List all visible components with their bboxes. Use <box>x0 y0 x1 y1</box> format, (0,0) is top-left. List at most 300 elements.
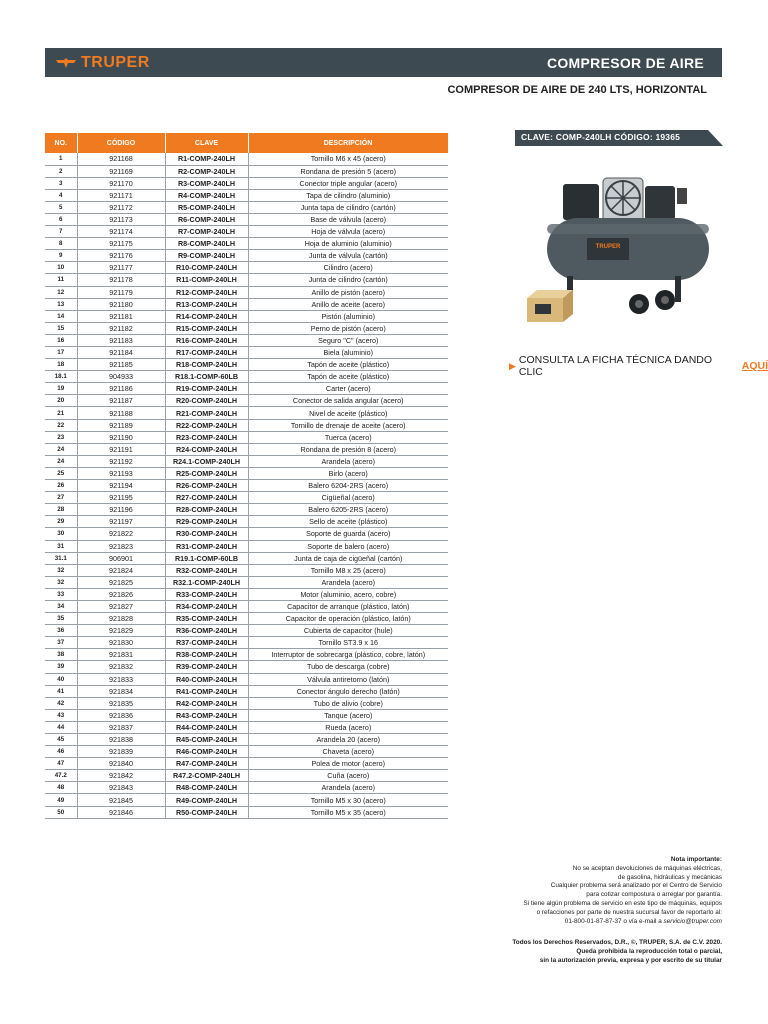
row-clave: R23-COMP-240LH <box>165 431 248 443</box>
row-no: 13 <box>45 298 77 310</box>
row-clave: R25-COMP-240LH <box>165 467 248 479</box>
copyright-notice <box>392 939 722 965</box>
row-no: 41 <box>45 685 77 697</box>
row-descripcion: Base de válvula (acero) <box>248 213 448 225</box>
header-codigo: CÓDIGO <box>77 133 165 153</box>
row-descripcion: Tornillo M6 x 45 (acero) <box>248 153 448 165</box>
row-codigo: 921827 <box>77 600 165 612</box>
row-no: 28 <box>45 504 77 516</box>
row-codigo: 921178 <box>77 274 165 286</box>
row-no: 26 <box>45 480 77 492</box>
row-clave: R32.1-COMP-240LH <box>165 576 248 588</box>
row-descripcion: Conector de salida angular (acero) <box>248 395 448 407</box>
truper-logo <box>55 54 150 72</box>
row-codigo: 921185 <box>77 359 165 371</box>
row-clave: R43-COMP-240LH <box>165 709 248 721</box>
row-clave: R5-COMP-240LH <box>165 201 248 213</box>
row-no: 25 <box>45 467 77 479</box>
row-clave: R44-COMP-240LH <box>165 721 248 733</box>
row-descripcion: Balero 6205-2RS (acero) <box>248 504 448 516</box>
table-header-row <box>45 133 448 153</box>
parts-table <box>45 133 449 819</box>
row-descripcion: Junta de válvula (cartón) <box>248 250 448 262</box>
row-no: 44 <box>45 721 77 733</box>
row-no: 48 <box>45 782 77 794</box>
header-descripcion: DESCRIPCIÓN <box>248 133 448 153</box>
row-no: 18.1 <box>45 371 77 383</box>
row-descripcion: Tornillo ST3.9 x 16 <box>248 637 448 649</box>
row-codigo: 921184 <box>77 347 165 359</box>
row-descripcion: Conector ángulo derecho (latón) <box>248 685 448 697</box>
table-row <box>45 661 448 673</box>
row-no: 46 <box>45 746 77 758</box>
row-clave: R26-COMP-240LH <box>165 480 248 492</box>
header-bar <box>45 48 722 77</box>
row-codigo: 921195 <box>77 492 165 504</box>
table-row <box>45 734 448 746</box>
row-no: 40 <box>45 673 77 685</box>
row-descripcion: Tapón de aceite (plástico) <box>248 371 448 383</box>
table-row <box>45 697 448 709</box>
table-row <box>45 794 448 806</box>
row-no: 7 <box>45 226 77 238</box>
row-clave: R2-COMP-240LH <box>165 165 248 177</box>
row-no: 4 <box>45 189 77 201</box>
row-clave: R40-COMP-240LH <box>165 673 248 685</box>
row-codigo: 921186 <box>77 383 165 395</box>
table-row <box>45 588 448 600</box>
row-clave: R13-COMP-240LH <box>165 298 248 310</box>
consulta-text: CONSULTA LA FICHA TÉCNICA DANDO CLIC <box>518 354 713 378</box>
table-row <box>45 806 448 818</box>
row-descripcion: Tornillo M8 x 25 (acero) <box>248 564 448 576</box>
row-no: 17 <box>45 347 77 359</box>
brand-name: TRUPER <box>81 53 150 71</box>
row-no: 43 <box>45 709 77 721</box>
row-clave: R39-COMP-240LH <box>165 661 248 673</box>
table-row <box>45 226 448 238</box>
row-no: 16 <box>45 334 77 346</box>
table-row <box>45 431 448 443</box>
row-clave: R18-COMP-240LH <box>165 359 248 371</box>
table-row <box>45 310 448 322</box>
row-clave: R27-COMP-240LH <box>165 492 248 504</box>
table-row <box>45 600 448 612</box>
table-row <box>45 383 448 395</box>
row-clave: R42-COMP-240LH <box>165 697 248 709</box>
row-clave: R47-COMP-240LH <box>165 758 248 770</box>
row-codigo: 921845 <box>77 794 165 806</box>
row-no: 34 <box>45 600 77 612</box>
table-row <box>45 177 448 189</box>
row-no: 12 <box>45 286 77 298</box>
row-descripcion: Junta de cilindro (cartón) <box>248 274 448 286</box>
row-codigo: 921828 <box>77 613 165 625</box>
table-row <box>45 298 448 310</box>
row-descripcion: Arandela (acero) <box>248 455 448 467</box>
row-clave: R24-COMP-240LH <box>165 443 248 455</box>
row-codigo: 921825 <box>77 576 165 588</box>
row-descripcion: Rueda (acero) <box>248 721 448 733</box>
row-no: 36 <box>45 625 77 637</box>
row-codigo: 921169 <box>77 165 165 177</box>
row-no: 10 <box>45 262 77 274</box>
row-clave: R11-COMP-240LH <box>165 274 248 286</box>
row-codigo: 921196 <box>77 504 165 516</box>
row-codigo: 921187 <box>77 395 165 407</box>
row-codigo: 921835 <box>77 697 165 709</box>
table-row <box>45 528 448 540</box>
row-no: 42 <box>45 697 77 709</box>
row-descripcion: Cuña (acero) <box>248 770 448 782</box>
table-row <box>45 613 448 625</box>
row-descripcion: Interruptor de sobrecarga (plástico, cobre, latón) <box>248 649 448 661</box>
table-row <box>45 201 448 213</box>
table-row <box>45 770 448 782</box>
row-codigo: 921174 <box>77 226 165 238</box>
row-clave: R3-COMP-240LH <box>165 177 248 189</box>
table-row <box>45 347 448 359</box>
row-clave: R32-COMP-240LH <box>165 564 248 576</box>
row-clave: R37-COMP-240LH <box>165 637 248 649</box>
row-descripcion: Arandela (acero) <box>248 782 448 794</box>
table-row <box>45 540 448 552</box>
row-descripcion: Carter (acero) <box>248 383 448 395</box>
row-codigo: 921189 <box>77 419 165 431</box>
note-line: Si tiene algún problema de servicio en este tipo de máquinas, equipos <box>523 899 722 907</box>
row-no: 27 <box>45 492 77 504</box>
row-descripcion: Rondana de presión 8 (acero) <box>248 443 448 455</box>
row-clave: R19.1-COMP-60LB <box>165 552 248 564</box>
table-row <box>45 758 448 770</box>
row-no: 31.1 <box>45 552 77 564</box>
note-contact-line <box>392 918 722 927</box>
table-row <box>45 516 448 528</box>
row-no: 24 <box>45 443 77 455</box>
row-no: 39 <box>45 661 77 673</box>
row-codigo: 921181 <box>77 310 165 322</box>
header-clave: CLAVE <box>165 133 248 153</box>
row-descripcion: Junta tapa de cilindro (cartón) <box>248 201 448 213</box>
row-no: 21 <box>45 407 77 419</box>
row-clave: R29-COMP-240LH <box>165 516 248 528</box>
row-clave: R20-COMP-240LH <box>165 395 248 407</box>
row-no: 47 <box>45 758 77 770</box>
table-row <box>45 782 448 794</box>
row-clave: R19-COMP-240LH <box>165 383 248 395</box>
row-clave: R24.1-COMP-240LH <box>165 455 248 467</box>
row-clave: R8-COMP-240LH <box>165 238 248 250</box>
row-codigo: 921829 <box>77 625 165 637</box>
row-no: 32 <box>45 564 77 576</box>
copyright-line: Todos los Derechos Reservados, D.R., ©, TRUPER, S.A. de C.V. 2020. <box>512 939 722 946</box>
row-descripcion: Nivel de aceite (plástico) <box>248 407 448 419</box>
row-codigo: 921842 <box>77 770 165 782</box>
important-note <box>392 856 722 926</box>
row-no: 18 <box>45 359 77 371</box>
row-descripcion: Polea de motor (acero) <box>248 758 448 770</box>
row-descripcion: Soporte de balero (acero) <box>248 540 448 552</box>
row-codigo: 921834 <box>77 685 165 697</box>
row-no: 5 <box>45 201 77 213</box>
clave-tag-text: CLAVE: COMP-240LH CÓDIGO: 19365 <box>521 132 681 142</box>
row-descripcion: Anillo de pistón (acero) <box>248 286 448 298</box>
row-descripcion: Tornillo de drenaje de aceite (acero) <box>248 419 448 431</box>
row-no: 6 <box>45 213 77 225</box>
row-clave: R16-COMP-240LH <box>165 334 248 346</box>
tank-brand-label: TRUPER <box>595 244 621 250</box>
arrow-right-icon: ▶ <box>509 360 516 371</box>
row-clave: R18.1-COMP-60LB <box>165 371 248 383</box>
row-no: 30 <box>45 528 77 540</box>
row-clave: R17-COMP-240LH <box>165 347 248 359</box>
row-descripcion: Perno de pistón (acero) <box>248 322 448 334</box>
row-clave: R28-COMP-240LH <box>165 504 248 516</box>
row-no: 2 <box>45 165 77 177</box>
row-no: 3 <box>45 177 77 189</box>
row-descripcion: Tubo de descarga (cobre) <box>248 661 448 673</box>
row-descripcion: Cigüeñal (acero) <box>248 492 448 504</box>
row-descripcion: Tapa de cilindro (aluminio) <box>248 189 448 201</box>
table-row <box>45 637 448 649</box>
row-no: 20 <box>45 395 77 407</box>
table-row <box>45 213 448 225</box>
row-descripcion: Capacitor de operación (plástico, latón) <box>248 613 448 625</box>
row-clave: R38-COMP-240LH <box>165 649 248 661</box>
row-codigo: 921179 <box>77 286 165 298</box>
row-clave: R46-COMP-240LH <box>165 746 248 758</box>
row-codigo: 921833 <box>77 673 165 685</box>
row-clave: R15-COMP-240LH <box>165 322 248 334</box>
copyright-line: Queda prohibida la reproducción total o parcial, <box>576 947 722 955</box>
row-descripcion: Tuerca (acero) <box>248 431 448 443</box>
table-row <box>45 685 448 697</box>
row-descripcion: Balero 6204-2RS (acero) <box>248 480 448 492</box>
row-descripcion: Soporte de guarda (acero) <box>248 528 448 540</box>
row-no: 50 <box>45 806 77 818</box>
row-descripcion: Motor (aluminio, acero, cobre) <box>248 588 448 600</box>
row-clave: R45-COMP-240LH <box>165 734 248 746</box>
row-clave: R36-COMP-240LH <box>165 625 248 637</box>
row-descripcion: Seguro "C" (acero) <box>248 334 448 346</box>
row-codigo: 921182 <box>77 322 165 334</box>
ficha-tecnica-link[interactable] <box>509 354 768 378</box>
row-codigo: 921837 <box>77 721 165 733</box>
table-row <box>45 274 448 286</box>
table-row <box>45 334 448 346</box>
row-no: 1 <box>45 153 77 165</box>
row-descripcion: Capacitor de arranque (plástico, latón) <box>248 600 448 612</box>
note-line: para cotizar compostura o arreglar por garantía. <box>586 891 722 899</box>
row-no: 31 <box>45 540 77 552</box>
row-clave: R50-COMP-240LH <box>165 806 248 818</box>
row-codigo: 921191 <box>77 443 165 455</box>
table-row <box>45 262 448 274</box>
row-codigo: 921168 <box>77 153 165 165</box>
row-codigo: 921194 <box>77 480 165 492</box>
row-clave: R49-COMP-240LH <box>165 794 248 806</box>
row-codigo: 921180 <box>77 298 165 310</box>
row-no: 32 <box>45 576 77 588</box>
row-codigo: 921173 <box>77 213 165 225</box>
row-no: 45 <box>45 734 77 746</box>
row-descripcion: Anillo de aceite (acero) <box>248 298 448 310</box>
table-row <box>45 250 448 262</box>
row-codigo: 921171 <box>77 189 165 201</box>
table-row <box>45 746 448 758</box>
row-no: 29 <box>45 516 77 528</box>
row-codigo: 921188 <box>77 407 165 419</box>
row-codigo: 921840 <box>77 758 165 770</box>
row-descripcion: Birlo (acero) <box>248 467 448 479</box>
row-clave: R34-COMP-240LH <box>165 600 248 612</box>
row-codigo: 921839 <box>77 746 165 758</box>
row-codigo: 921192 <box>77 455 165 467</box>
table-row <box>45 504 448 516</box>
row-descripcion: Sello de aceite (plástico) <box>248 516 448 528</box>
service-email-link[interactable]: servicio@truper.com <box>663 917 722 925</box>
product-panel <box>515 130 723 340</box>
table-row <box>45 564 448 576</box>
row-descripcion: Arandela 20 (acero) <box>248 734 448 746</box>
row-codigo: 921176 <box>77 250 165 262</box>
row-codigo: 921177 <box>77 262 165 274</box>
table-row <box>45 165 448 177</box>
row-clave: R10-COMP-240LH <box>165 262 248 274</box>
note-title: Nota importante: <box>670 856 722 863</box>
compressor-image <box>527 152 719 341</box>
row-clave: R21-COMP-240LH <box>165 407 248 419</box>
row-descripcion: Chaveta (acero) <box>248 746 448 758</box>
clave-tag <box>515 130 723 146</box>
row-clave: R22-COMP-240LH <box>165 419 248 431</box>
table-row <box>45 709 448 721</box>
table-row <box>45 395 448 407</box>
row-no: 22 <box>45 419 77 431</box>
table-row <box>45 576 448 588</box>
row-no: 35 <box>45 613 77 625</box>
row-descripcion: Hoja de aluminio (aluminio) <box>248 238 448 250</box>
note-line: No se aceptan devoluciones de máquinas eléctricas, <box>572 864 722 872</box>
table-row <box>45 467 448 479</box>
row-no: 47.2 <box>45 770 77 782</box>
row-codigo: 921824 <box>77 564 165 576</box>
row-no: 15 <box>45 322 77 334</box>
table-row <box>45 407 448 419</box>
row-codigo: 921838 <box>77 734 165 746</box>
row-codigo: 921846 <box>77 806 165 818</box>
row-codigo: 921197 <box>77 516 165 528</box>
row-codigo: 921190 <box>77 431 165 443</box>
row-descripcion: Arandela (acero) <box>248 576 448 588</box>
row-no: 49 <box>45 794 77 806</box>
row-clave: R14-COMP-240LH <box>165 310 248 322</box>
row-codigo: 921836 <box>77 709 165 721</box>
row-descripcion: Tornillo M5 x 30 (acero) <box>248 794 448 806</box>
table-row <box>45 189 448 201</box>
row-descripcion: Tubo de alivio (cobre) <box>248 697 448 709</box>
row-descripcion: Rondana de presión 5 (acero) <box>248 165 448 177</box>
row-codigo: 921830 <box>77 637 165 649</box>
row-codigo: 904933 <box>77 371 165 383</box>
row-codigo: 921172 <box>77 201 165 213</box>
table-row <box>45 443 448 455</box>
table-row <box>45 552 448 564</box>
table-row <box>45 286 448 298</box>
row-no: 8 <box>45 238 77 250</box>
row-descripcion: Cubierta de capacitor (hule) <box>248 625 448 637</box>
row-codigo: 921832 <box>77 661 165 673</box>
table-row <box>45 153 448 165</box>
table-row <box>45 359 448 371</box>
row-codigo: 921193 <box>77 467 165 479</box>
row-descripcion: Hoja de válvula (acero) <box>248 226 448 238</box>
row-descripcion: Junta de caja de cigüeñal (cartón) <box>248 552 448 564</box>
row-no: 37 <box>45 637 77 649</box>
row-clave: R48-COMP-240LH <box>165 782 248 794</box>
note-line: Cualquier problema será analizado por el Centro de Servicio <box>550 882 722 890</box>
table-row <box>45 480 448 492</box>
row-clave: R47.2-COMP-240LH <box>165 770 248 782</box>
table-row <box>45 721 448 733</box>
row-clave: R12-COMP-240LH <box>165 286 248 298</box>
row-descripcion: Cilindro (acero) <box>248 262 448 274</box>
row-no: 33 <box>45 588 77 600</box>
row-codigo: 921826 <box>77 588 165 600</box>
row-descripcion: Conector triple angular (acero) <box>248 177 448 189</box>
row-codigo: 921831 <box>77 649 165 661</box>
row-no: 38 <box>45 649 77 661</box>
row-clave: R33-COMP-240LH <box>165 588 248 600</box>
note-line: de gasolina, hidráulicas y mecánicas <box>617 873 722 881</box>
row-descripcion: Tanque (acero) <box>248 709 448 721</box>
row-no: 23 <box>45 431 77 443</box>
table-row <box>45 419 448 431</box>
row-no: 19 <box>45 383 77 395</box>
row-clave: R6-COMP-240LH <box>165 213 248 225</box>
header-no: NO. <box>45 133 77 153</box>
row-codigo: 906901 <box>77 552 165 564</box>
row-clave: R31-COMP-240LH <box>165 540 248 552</box>
row-clave: R35-COMP-240LH <box>165 613 248 625</box>
row-clave: R4-COMP-240LH <box>165 189 248 201</box>
table-row <box>45 625 448 637</box>
truper-logo-icon <box>55 57 77 69</box>
row-descripcion: Tornillo M5 x 35 (acero) <box>248 806 448 818</box>
row-no: 11 <box>45 274 77 286</box>
row-no: 9 <box>45 250 77 262</box>
row-clave: R30-COMP-240LH <box>165 528 248 540</box>
copyright-line: sin la autorización previa, expresa y por escrito de su titular <box>539 956 722 964</box>
row-codigo: 921183 <box>77 334 165 346</box>
table-row <box>45 492 448 504</box>
row-descripcion: Biela (aluminio) <box>248 347 448 359</box>
row-descripcion: Tapón de aceite (plástico) <box>248 359 448 371</box>
parts-table-body <box>45 153 448 818</box>
aqui-link[interactable]: AQUÍ <box>741 360 768 372</box>
row-codigo: 921822 <box>77 528 165 540</box>
note-line: o refacciones por parte de nuestra sucursal favor de reportarlo al: <box>536 908 722 916</box>
row-descripcion: Pistón (aluminio) <box>248 310 448 322</box>
row-clave: R1-COMP-240LH <box>165 153 248 165</box>
table-row <box>45 673 448 685</box>
table-row <box>45 371 448 383</box>
row-no: 14 <box>45 310 77 322</box>
row-no: 24 <box>45 455 77 467</box>
table-row <box>45 238 448 250</box>
row-codigo: 921843 <box>77 782 165 794</box>
note-phone: 01-800-01-87-87-37 o vía e-mail a <box>564 917 664 925</box>
